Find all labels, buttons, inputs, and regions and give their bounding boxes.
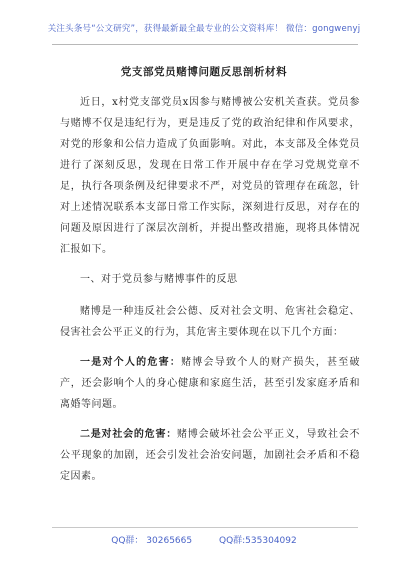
section-heading: 一、对于党员参与赌博事件的反思 — [80, 274, 238, 285]
footer-qq-group-1: QQ群： 30265665 — [111, 536, 193, 546]
header-promo-note: 关注头条号“公文研究”，获得最新最全最专业的公文资料库！ 微信：gongwenyj — [47, 24, 361, 34]
document-title: 党支部党员赌博问题反思剖析材料 — [120, 66, 288, 78]
intro-paragraph: 近日，x村党支部党员x因参与赌博被公安机关查获。党员参与赌博不仅是违纪行为，更是违反了党的政治纪律和作风要求，对党的形象和公信力造成了负面影响。对此，本支部及全体党员进行了深刻反思，发现在日常工作开展中存在学习党规党章不足，执行各项条例及纪律要求不严，对党员的管理存在疏忽，针对上述情况联系本支部日常工作实际，深刻进行反思，对存在的问题及原因进行了深层次剖析，并提出整改措施，现将具体情况汇报如下。 — [60, 97, 360, 255]
point-1-text: 赌博会导致个人的财产损失，甚至破产，还会影响个人的身心健康和家庭生活，甚至引发家庭矛盾和离婚等问题。 — [60, 357, 360, 410]
point-2-text: 赌博会破坏社会公平正义，导致社会不公平现象的加剧，还会引发社会治安问题，加剧社会矛盾和不稳定因素。 — [60, 429, 361, 482]
point-1-paragraph — [60, 352, 360, 415]
harm-overview-paragraph: 赌博是一种违反社会公德、反对社会文明、危害社会稳定、侵害社会公平正义的行为，其危害主要体现在以下几个方面： — [60, 306, 360, 338]
footer-divider — [52, 527, 358, 528]
footer-contacts — [0, 533, 408, 546]
footer-qq-group-2: QQ群:535304092 — [218, 536, 297, 546]
point-2-lead: 二是对社会的危害： — [80, 429, 178, 440]
header-divider — [52, 44, 358, 45]
document-body — [60, 92, 360, 496]
point-1-lead: 一是对个人的危害： — [80, 357, 182, 368]
point-2-paragraph — [60, 424, 360, 487]
